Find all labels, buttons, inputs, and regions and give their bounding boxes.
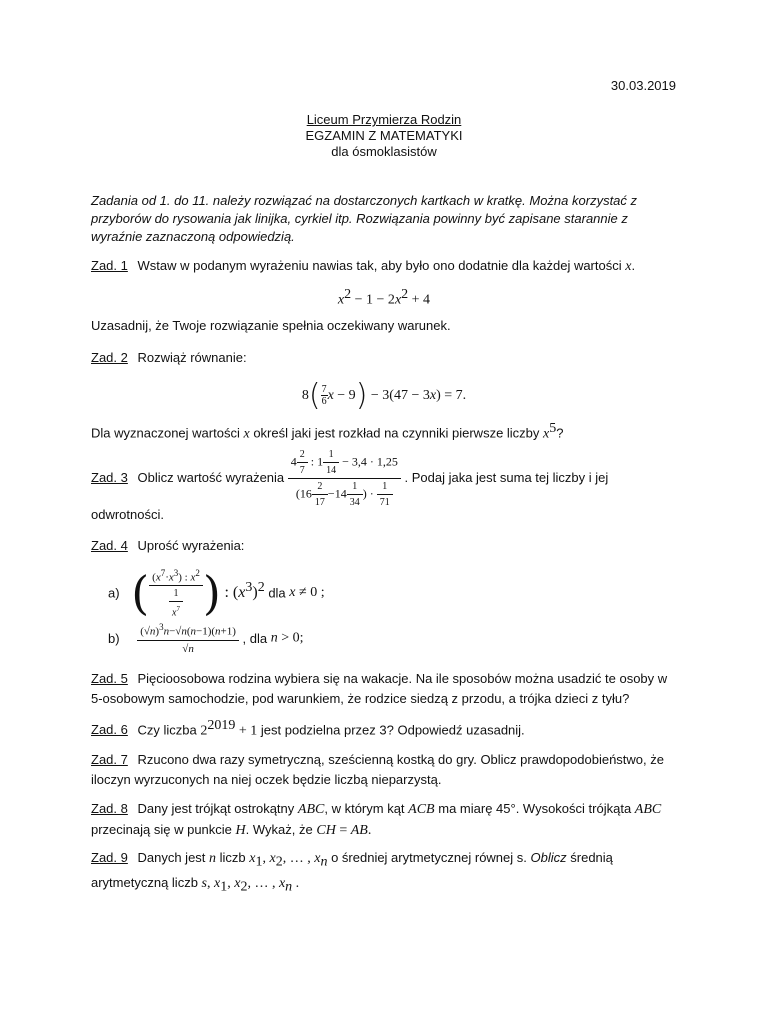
task-8-t3: ma miarę 45°. Wysokości trójkąta xyxy=(438,801,632,816)
task-2-followup-b: określ jaki jest rozkład na czynniki pierwsze liczby xyxy=(253,425,540,441)
task-2-followup-var: x xyxy=(243,426,250,442)
task-6-text-b: jest podzielna przez 3? Odpowiedź uzasadnij. xyxy=(260,722,525,738)
task-8-t1: Dany jest trójkąt ostrokątny xyxy=(137,801,295,816)
task-2 xyxy=(91,350,247,365)
task-1-justify: Uzasadnij, że Twoje rozwiązanie spełnia oczekiwany warunek. xyxy=(91,318,451,333)
task-7-line-1: Rzucono dwa razy symetryczną, sześcienną kostką do gry. Oblicz prawdopodobieństwo, że xyxy=(137,752,664,767)
task-3 xyxy=(91,449,608,508)
task-4-b-condition: , dla xyxy=(242,630,268,646)
task-9-t4: Oblicz xyxy=(530,850,567,865)
task-9-t6: arytmetyczną liczb xyxy=(91,874,198,890)
task-1-text: Wstaw w podanym wyrażeniu nawias tak, aby było ono dodatnie dla każdej wartości xyxy=(137,258,622,273)
task-2-followup: Dla wyznaczonej wartości x określ jaki jest rozkład na czynniki pierwsze liczby $x^5$? xyxy=(91,421,564,442)
exam-title: EGZAMIN Z MATEMATYKI xyxy=(305,128,463,143)
task-3-text-after: . Podaj jaka jest suma tej liczby i jej xyxy=(404,469,609,485)
task-9: Zad. 9 Danych jest n liczb $x_1$, $x_2$, … , $x_n$ o średniej arytmetycznej równej s. Oblicz średnią arytmetyczną liczb s, $x_1$, $x_2$, … , $x_n$ . xyxy=(91,850,613,895)
task-2-followup-end: ? xyxy=(556,425,564,441)
task-6: Zad. 6 Czy liczba $2^{2019} + 1$ jest podzielna przez 3? Odpowiedź uzasadnij. xyxy=(91,718,525,739)
task-6-text-a: Czy liczba xyxy=(137,722,197,738)
task-4-label: Zad. 4 xyxy=(91,538,128,553)
task-9-t5: średnią xyxy=(570,850,613,865)
task-5 xyxy=(91,669,667,709)
task-5-line-1: Pięcioosobowa rodzina wybiera się na wakacje. Na ile sposobów można usadzić te osoby w xyxy=(137,671,668,686)
task-5-line-2: 5-osobowym samochodzie, pod warunkiem, że rodzice siedzą z przodu, a trójka dzieci z tyłu? xyxy=(91,691,630,706)
task-5-label: Zad. 5 xyxy=(91,671,128,686)
task-6-label: Zad. 6 xyxy=(91,722,128,738)
task-4-b-label: b) xyxy=(108,630,120,646)
task-7-line-2: iloczyn wyrzuconych na niej oczek będzie liczbą nieparzystą. xyxy=(91,772,442,787)
task-3-text: Oblicz wartość wyrażenia xyxy=(137,469,285,485)
task-4-a-condition: dla xyxy=(268,585,286,601)
task-1-formula: $x^2 - 1 - 2x^2 + 4$ xyxy=(337,287,431,308)
task-2-text: Rozwiąż równanie: xyxy=(137,350,247,365)
task-9-t1: Danych jest xyxy=(137,850,206,865)
exam-audience: dla ósmoklasistów xyxy=(331,144,437,159)
task-1 xyxy=(91,258,635,275)
task-8: Zad. 8 Dany jest trójkąt ostrokątny ABC, w którym kąt ACB ma miarę 45°. Wysokości trójkąta ABC przecinają się w punkcie H. Wykaż, że CH = AB. xyxy=(91,801,662,838)
task-4-a-label: a) xyxy=(108,585,120,601)
task-3-expression: 4 $\frac{2}{7}$ : 1 $\frac{1}{14}$ − 3,4 · 1,25 (16 $\frac{2}{17}$ −14 $\frac{1}{34}$ ) · $\frac{1}{71}$ xyxy=(288,449,401,508)
task-8-t2: , w którym kąt xyxy=(324,801,405,816)
task-8-t4: przecinają się w punkcie xyxy=(91,822,232,837)
task-2-followup-x: x xyxy=(543,426,550,442)
task-2-equation: 8( $\frac{7}{6}$ x − 9) − 3(47 − 3x) = 7. xyxy=(301,378,467,413)
exam-header xyxy=(0,112,768,160)
task-1-var: x xyxy=(625,259,632,274)
task-4-b: b) $\frac{(√n)^3n-√n(n-1)(n+1)}{√n}$ , dla n > 0; xyxy=(108,622,304,655)
task-4 xyxy=(91,538,244,553)
task-9-label: Zad. 9 xyxy=(91,850,128,865)
task-9-t3: o średniej arytmetycznej równej s. xyxy=(331,850,527,865)
task-4-text: Uprość wyrażenia: xyxy=(137,538,245,553)
task-1-label: Zad. 1 xyxy=(91,258,128,273)
task-9-t2: liczb xyxy=(219,850,246,865)
task-3-cont: odwrotności. xyxy=(91,507,164,522)
task-7-label: Zad. 7 xyxy=(91,752,128,767)
task-7 xyxy=(91,750,664,790)
exam-date: 30.03.2019 xyxy=(610,78,676,93)
task-1-end: . xyxy=(631,258,636,273)
task-8-t5: . Wykaż, że xyxy=(245,822,313,837)
task-8-label: Zad. 8 xyxy=(91,801,128,816)
task-3-label: Zad. 3 xyxy=(91,469,128,485)
instructions: Zadania od 1. do 11. należy rozwiązać na dostarczonych kartkach w kratkę. Można korzystać z przyborów do rysowania jak linijka, cyrkiel itp. Rozwiązania powinny być zapisane starannie z wyraźnie zaznaczoną odpowiedzią. xyxy=(91,193,638,244)
task-4-a: a) ( $\frac{(x^7\cdot x^3) : x^2}{\frac{1}{x^7}}$ ) : $(x^3)^2$ dla x ≠ 0 ; xyxy=(108,566,325,620)
school-name: Liceum Przymierza Rodzin xyxy=(306,112,462,127)
task-2-followup-a: Dla wyznaczonej wartości xyxy=(91,425,240,441)
task-2-label: Zad. 2 xyxy=(91,350,128,365)
